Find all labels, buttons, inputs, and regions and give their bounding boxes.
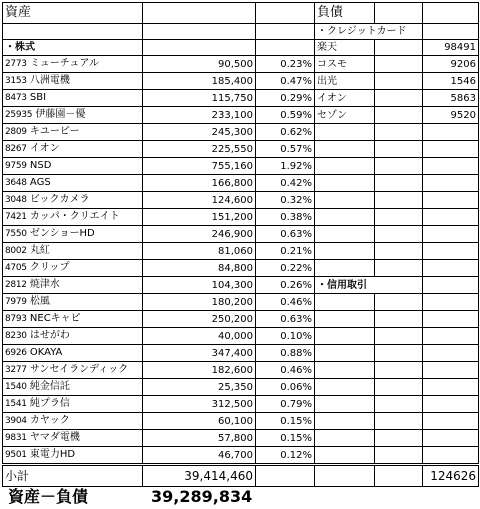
- cell[interactable]: [375, 90, 423, 107]
- section-row: [3, 40, 479, 56]
- cell[interactable]: [423, 3, 479, 24]
- cell[interactable]: [375, 209, 423, 226]
- subtotal-assets[interactable]: 39,414,460: [143, 465, 256, 487]
- cell[interactable]: [315, 226, 375, 243]
- stock-name-cell[interactable]: [3, 56, 143, 73]
- stock-code: 3904: [5, 416, 27, 426]
- stock-value[interactable]: 115,750: [143, 90, 256, 107]
- stock-percent[interactable]: 0.23%: [256, 56, 315, 73]
- stock-name-cell[interactable]: [3, 396, 143, 413]
- stock-percent[interactable]: 0.57%: [256, 141, 315, 158]
- assets-header[interactable]: 資産: [3, 3, 143, 24]
- cell[interactable]: [375, 3, 423, 24]
- stock-code: 8793: [5, 314, 27, 324]
- stock-name-cell[interactable]: [3, 175, 143, 192]
- stock-percent[interactable]: 0.21%: [256, 243, 315, 260]
- card-name[interactable]: イオン: [315, 90, 375, 107]
- stock-code: 7421: [5, 212, 27, 222]
- table-row: [3, 311, 479, 328]
- cell[interactable]: [375, 413, 423, 430]
- stock-name-cell[interactable]: [3, 226, 143, 243]
- stock-value[interactable]: 312,500: [143, 396, 256, 413]
- stock-value[interactable]: 246,900: [143, 226, 256, 243]
- stock-value[interactable]: 90,500: [143, 56, 256, 73]
- stock-value[interactable]: 180,200: [143, 294, 256, 311]
- cell[interactable]: [315, 413, 375, 430]
- stock-name: AGS: [29, 177, 51, 188]
- stock-name: OKAYA: [29, 347, 63, 358]
- cell[interactable]: [423, 328, 479, 345]
- stock-value[interactable]: 84,800: [143, 260, 256, 277]
- stock-percent[interactable]: 0.32%: [256, 192, 315, 209]
- stock-value[interactable]: 245,300: [143, 124, 256, 141]
- cell[interactable]: [375, 379, 423, 396]
- stock-name: カッパ・クリエイト: [29, 211, 120, 222]
- stock-name-cell[interactable]: [3, 209, 143, 226]
- stock-percent[interactable]: 0.06%: [256, 379, 315, 396]
- stock-name-cell[interactable]: [3, 90, 143, 107]
- stock-name: ミューチュアル: [29, 58, 100, 69]
- table-row: [3, 430, 479, 447]
- stock-name-cell[interactable]: [3, 294, 143, 311]
- stock-percent[interactable]: 1.92%: [256, 158, 315, 175]
- stock-code: 3153: [5, 76, 27, 86]
- cell[interactable]: [375, 345, 423, 362]
- stock-code: 1540: [5, 382, 27, 392]
- stock-name-cell[interactable]: [3, 413, 143, 430]
- table-row: [3, 90, 479, 107]
- table-row: [3, 345, 479, 362]
- cell[interactable]: [423, 260, 479, 277]
- stock-name-cell[interactable]: [3, 447, 143, 465]
- stock-percent[interactable]: 0.42%: [256, 175, 315, 192]
- cell[interactable]: [423, 243, 479, 260]
- stock-name: はせがわ: [29, 330, 70, 341]
- table-row: [3, 294, 479, 311]
- stock-name-cell[interactable]: [3, 430, 143, 447]
- stock-name: 丸紅: [29, 245, 50, 256]
- card-value[interactable]: 9206: [423, 56, 479, 73]
- stock-code: 1541: [5, 399, 27, 409]
- cell[interactable]: [423, 209, 479, 226]
- card-value[interactable]: 5863: [423, 90, 479, 107]
- cell[interactable]: [423, 277, 479, 294]
- cell[interactable]: [315, 158, 375, 175]
- cell[interactable]: [423, 345, 479, 362]
- stock-percent[interactable]: 0.46%: [256, 362, 315, 379]
- stock-value[interactable]: 755,160: [143, 158, 256, 175]
- cell[interactable]: [423, 158, 479, 175]
- stock-percent[interactable]: 0.88%: [256, 345, 315, 362]
- stock-value[interactable]: 166,800: [143, 175, 256, 192]
- stock-percent[interactable]: 0.46%: [256, 294, 315, 311]
- stock-code: 7979: [5, 297, 27, 307]
- stock-name: SBI: [29, 92, 47, 103]
- stock-name: 純プラ信: [29, 398, 70, 409]
- cell[interactable]: [423, 311, 479, 328]
- table-row: [3, 141, 479, 158]
- stock-value[interactable]: 104,300: [143, 277, 256, 294]
- cell[interactable]: [375, 294, 423, 311]
- cell[interactable]: [315, 328, 375, 345]
- stock-name-cell[interactable]: [3, 243, 143, 260]
- table-row: [3, 243, 479, 260]
- table-row: [3, 73, 479, 90]
- stock-percent[interactable]: 0.15%: [256, 430, 315, 447]
- table-row: [3, 192, 479, 209]
- cell[interactable]: [315, 192, 375, 209]
- stock-value[interactable]: 151,200: [143, 209, 256, 226]
- stock-name: 松風: [29, 296, 50, 307]
- cell[interactable]: [423, 24, 479, 40]
- cell[interactable]: [143, 24, 256, 40]
- stocks-section-label[interactable]: ・株式: [3, 40, 143, 56]
- cell[interactable]: [423, 192, 479, 209]
- cell[interactable]: [375, 465, 423, 487]
- stock-name: 純金信託: [29, 381, 70, 392]
- subtotal-liabilities[interactable]: 124626: [423, 465, 479, 487]
- stock-code: 2809: [5, 127, 27, 137]
- card-value[interactable]: 9520: [423, 107, 479, 124]
- cell[interactable]: [315, 141, 375, 158]
- stock-percent[interactable]: 0.63%: [256, 226, 315, 243]
- stock-percent[interactable]: 0.38%: [256, 209, 315, 226]
- net-value: 39,289,834: [151, 487, 253, 506]
- stock-percent[interactable]: 0.10%: [256, 328, 315, 345]
- stock-name: 東電力HD: [29, 449, 76, 460]
- cell[interactable]: [423, 379, 479, 396]
- table-row: [3, 328, 479, 345]
- stock-percent[interactable]: 0.22%: [256, 260, 315, 277]
- stock-name: NSD: [29, 160, 52, 171]
- table-row: [3, 379, 479, 396]
- stock-code: 8230: [5, 331, 27, 341]
- table-row: [3, 260, 479, 277]
- stock-value[interactable]: 185,400: [143, 73, 256, 90]
- cell[interactable]: [375, 311, 423, 328]
- stock-value[interactable]: 250,200: [143, 311, 256, 328]
- cell[interactable]: [315, 465, 375, 487]
- stock-percent[interactable]: 0.63%: [256, 311, 315, 328]
- cell[interactable]: [315, 362, 375, 379]
- stock-percent[interactable]: 0.15%: [256, 413, 315, 430]
- cell[interactable]: [375, 396, 423, 413]
- stock-value[interactable]: 225,550: [143, 141, 256, 158]
- stock-percent[interactable]: 0.26%: [256, 277, 315, 294]
- stock-name: ゼンショーHD: [29, 228, 95, 239]
- stock-value[interactable]: 182,600: [143, 362, 256, 379]
- table-row: [3, 158, 479, 175]
- stock-code: 9759: [5, 161, 27, 171]
- cell[interactable]: [315, 430, 375, 447]
- stock-value[interactable]: 40,000: [143, 328, 256, 345]
- stock-code: 3277: [5, 365, 27, 375]
- stock-code: 2812: [5, 280, 27, 290]
- stock-percent[interactable]: 0.29%: [256, 90, 315, 107]
- cell[interactable]: [315, 447, 375, 465]
- cell[interactable]: [423, 175, 479, 192]
- cell[interactable]: [3, 24, 143, 40]
- stock-value[interactable]: 57,800: [143, 430, 256, 447]
- cell[interactable]: [375, 40, 423, 56]
- cell[interactable]: [375, 260, 423, 277]
- table-row: [3, 447, 479, 465]
- stock-code: 25935: [5, 110, 33, 120]
- stock-percent[interactable]: 0.47%: [256, 73, 315, 90]
- stock-name: キユーピー: [29, 126, 80, 137]
- stock-name-cell[interactable]: [3, 158, 143, 175]
- liabilities-header[interactable]: 負債: [315, 3, 375, 24]
- stock-name-cell[interactable]: [3, 345, 143, 362]
- cell[interactable]: [375, 328, 423, 345]
- cell[interactable]: [375, 158, 423, 175]
- cell[interactable]: [423, 413, 479, 430]
- table-row: [3, 124, 479, 141]
- cell[interactable]: [423, 447, 479, 465]
- cell[interactable]: [315, 311, 375, 328]
- table-row: [3, 175, 479, 192]
- stock-name-cell[interactable]: [3, 311, 143, 328]
- stock-value[interactable]: 60,100: [143, 413, 256, 430]
- table-row: [3, 226, 479, 243]
- cell[interactable]: [315, 396, 375, 413]
- stock-name-cell[interactable]: [3, 328, 143, 345]
- cell[interactable]: [375, 107, 423, 124]
- stock-code: 4705: [5, 263, 27, 273]
- stock-name: ビックカメラ: [29, 194, 90, 205]
- cell[interactable]: [256, 40, 315, 56]
- stock-code: 8473: [5, 93, 27, 103]
- stock-name-cell[interactable]: [3, 379, 143, 396]
- cell[interactable]: [256, 3, 315, 24]
- credit-card-section-label[interactable]: ・クレジットカード: [315, 24, 423, 40]
- table-row: [3, 362, 479, 379]
- cell[interactable]: [375, 192, 423, 209]
- cell[interactable]: [315, 294, 375, 311]
- cell[interactable]: [375, 226, 423, 243]
- card-value[interactable]: 1546: [423, 73, 479, 90]
- stock-value[interactable]: 233,100: [143, 107, 256, 124]
- stock-name: カヤック: [29, 415, 70, 426]
- cell[interactable]: [143, 3, 256, 24]
- stock-code: 8002: [5, 246, 27, 256]
- stock-code: 9501: [5, 450, 27, 460]
- cell[interactable]: [423, 362, 479, 379]
- stock-code: 6926: [5, 348, 27, 358]
- stock-name-cell[interactable]: [3, 277, 143, 294]
- table-row: [3, 396, 479, 413]
- stock-name-cell[interactable]: [3, 362, 143, 379]
- cell[interactable]: [375, 73, 423, 90]
- stock-percent[interactable]: 0.79%: [256, 396, 315, 413]
- cell[interactable]: [256, 465, 315, 487]
- cell[interactable]: [315, 260, 375, 277]
- cell[interactable]: [423, 430, 479, 447]
- spreadsheet: [2, 2, 478, 487]
- stock-name-cell[interactable]: [3, 124, 143, 141]
- cell[interactable]: [143, 40, 256, 56]
- stock-name: 伊藤園－優: [35, 109, 86, 120]
- card-name[interactable]: コスモ: [315, 56, 375, 73]
- table-row: [3, 413, 479, 430]
- stock-name-cell[interactable]: [3, 192, 143, 209]
- cell[interactable]: [375, 175, 423, 192]
- stock-value[interactable]: 124,600: [143, 192, 256, 209]
- cell[interactable]: [315, 379, 375, 396]
- cell[interactable]: [423, 124, 479, 141]
- cell[interactable]: [423, 141, 479, 158]
- stock-value[interactable]: 81,060: [143, 243, 256, 260]
- balance-table: [2, 2, 479, 487]
- table-row: [3, 56, 479, 73]
- stock-name-cell[interactable]: [3, 73, 143, 90]
- stock-code: 2773: [5, 59, 27, 69]
- stock-code: 3048: [5, 195, 27, 205]
- stock-name-cell[interactable]: [3, 141, 143, 158]
- card-name[interactable]: 出光: [315, 73, 375, 90]
- net-total: [8, 484, 252, 507]
- stock-code: 7550: [5, 229, 27, 239]
- table-row: [3, 107, 479, 124]
- cell[interactable]: [375, 124, 423, 141]
- stock-value[interactable]: 46,700: [143, 447, 256, 465]
- stock-percent[interactable]: 0.12%: [256, 447, 315, 465]
- cell[interactable]: [375, 362, 423, 379]
- stock-code: 3648: [5, 178, 27, 188]
- card-value[interactable]: 98491: [423, 40, 479, 56]
- section-row: [3, 24, 479, 40]
- stock-rows: [3, 56, 479, 465]
- card-name[interactable]: 楽天: [315, 40, 375, 56]
- cell[interactable]: [375, 243, 423, 260]
- stock-name: ヤマダ電機: [29, 432, 80, 443]
- cell[interactable]: [375, 141, 423, 158]
- stock-name: NECキャピ: [29, 313, 81, 324]
- cell[interactable]: [256, 24, 315, 40]
- net-label: 資産－負債: [8, 487, 89, 506]
- cell[interactable]: [315, 345, 375, 362]
- table-row: [3, 277, 479, 294]
- table-body: [3, 3, 479, 56]
- cell[interactable]: [375, 56, 423, 73]
- stock-name-cell[interactable]: [3, 107, 143, 124]
- card-name[interactable]: セゾン: [315, 107, 375, 124]
- stock-value[interactable]: 25,350: [143, 379, 256, 396]
- cell[interactable]: [375, 447, 423, 465]
- stock-name: サンセイランディック: [29, 364, 129, 375]
- cell[interactable]: [423, 226, 479, 243]
- cell[interactable]: [375, 430, 423, 447]
- stock-name: 焼津水: [29, 279, 60, 290]
- subtotal-label[interactable]: 小計: [3, 465, 143, 487]
- stock-name: 八洲電機: [29, 75, 70, 86]
- table-row: [3, 209, 479, 226]
- stock-code: 9831: [5, 433, 27, 443]
- cell[interactable]: [423, 396, 479, 413]
- stock-name-cell[interactable]: [3, 260, 143, 277]
- cell[interactable]: [315, 175, 375, 192]
- stock-name: クリップ: [29, 262, 70, 273]
- cell[interactable]: [315, 124, 375, 141]
- stock-percent[interactable]: 0.62%: [256, 124, 315, 141]
- stock-name: イオン: [29, 143, 60, 154]
- cell[interactable]: [315, 243, 375, 260]
- header-row: [3, 3, 479, 24]
- stock-percent[interactable]: 0.59%: [256, 107, 315, 124]
- margin-section-label[interactable]: ・信用取引: [315, 277, 423, 294]
- cell[interactable]: [423, 294, 479, 311]
- stock-value[interactable]: 347,400: [143, 345, 256, 362]
- cell[interactable]: [315, 209, 375, 226]
- stock-code: 8267: [5, 144, 27, 154]
